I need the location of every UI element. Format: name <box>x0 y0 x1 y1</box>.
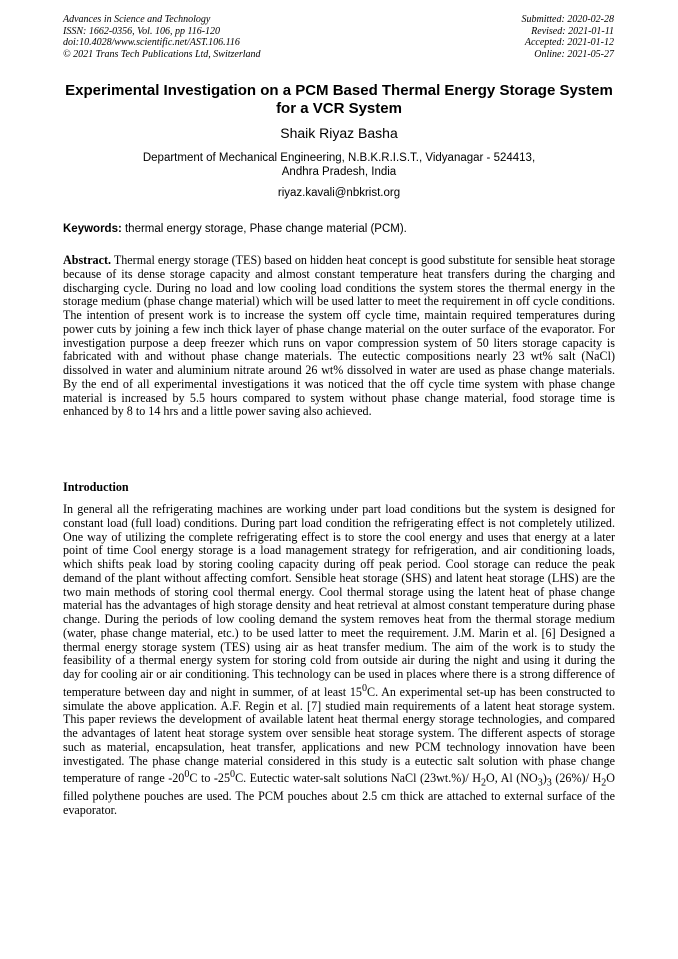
author-name: Shaik Riyaz Basha <box>280 125 398 141</box>
publication-dates <box>522 14 615 60</box>
keywords <box>63 222 615 236</box>
superscript: 0 <box>361 682 367 694</box>
intro-text-1: In general all the refrigerating machines are working under part load conditions but the system is designed for constant load (full load) conditions. During part load condition the refrigerating effect is not completely utilized. One way of utilizing the complete refrigerating effect is to store the cool energy and uses that energy at a later point of time Cool energy storage is a load management strategy for refrigeration, and air conditioning loads, which shifts peak load by storing cooling capacity during off peak period. Cool storage can reduce the peak demand of the plant without affecting comfort. Sensible heat storage (SHS) and latent heat storage (LHS) are the two main methods of storing cool thermal energy. Cool thermal storage using the latent heat of phase change material has the advantages of high storage density and heat retrieval at almost constant temperature during phase change. During the periods of low cooling demand the system removes heat from the thermal storage medium (water, phase change material, etc.) to be used latter to meet the requirement. J.M. Marin et al. [6] Designed a thermal energy storage system (TES) using air as heat transfer medium. The aim of the work is to study the feasibility of a thermal energy system for storing cold from outside air during the night and using it during the day for cooling air or air conditioning. This technology can be used in places where there is a strong difference of temperature between day and night in summer, of at least 15 <box>63 502 615 699</box>
introduction-heading: Introduction <box>63 480 129 494</box>
intro-text-5: O, Al (NO <box>486 771 538 786</box>
author-email[interactable]: riyaz.kavali@nbkrist.org <box>277 187 401 199</box>
journal-doi[interactable]: doi:10.4028/www.scientific.net/AST.106.116 <box>63 37 240 48</box>
intro-text-3: C to -25 <box>189 771 231 786</box>
affiliation-line-2: Andhra Pradesh, India <box>281 166 397 178</box>
subscript: 3 <box>537 777 543 789</box>
keywords-label: Keywords: <box>63 223 122 235</box>
paper-title: Experimental Investigation on a PCM Based Thermal Energy Storage System for a VCR System <box>65 82 613 117</box>
date-revised: Revised: 2021-01-11 <box>531 25 614 37</box>
date-accepted: Accepted: 2021-01-12 <box>524 37 614 48</box>
journal-info <box>63 14 261 60</box>
author-affiliation <box>100 151 578 179</box>
intro-text-8: O filled polythene pouches are used. The PCM pouches about 2.5 cm thick are attached to external surface of the evaporator. <box>63 771 615 818</box>
superscript: 0 <box>184 769 190 781</box>
date-online: Online: 2021-05-27 <box>534 48 614 60</box>
intro-text-2: C. An experimental set-up has been constructed to simulate the above application. A.F. Regin et al. [7] studied main requirements of a latent heat storage system. This paper reviews the development of available latent heat thermal energy storage technologies, and compared the advantages of latent heat storage system over sensible heat storage system. The different aspects of storage such as material, encapsulation, heat transfer, applications and new PCM technology innovation have been investigated. The phase change material considered in this study is a eutectic salt solution with phase change temperature of range -20 <box>63 684 615 786</box>
keywords-text: thermal energy storage, Phase change material (PCM). <box>121 223 407 235</box>
superscript: 0 <box>230 769 236 781</box>
abstract <box>63 254 615 419</box>
subscript: 2 <box>601 777 607 789</box>
intro-text-7: (26%)/ H <box>551 771 602 786</box>
subscript: 2 <box>480 777 486 789</box>
abstract-label: Abstract. <box>63 253 112 267</box>
intro-text-4: C. Eutectic water-salt solutions NaCl (23wt.%)/ H <box>235 771 481 786</box>
intro-text-6: ) <box>542 771 547 786</box>
abstract-text: Thermal energy storage (TES) based on hidden heat concept is good substitute for sensible heat storage because of its dense storage capacity and almost constant temperature heat transfers during the charging and discharging cycle. During no load and low cooling load conditions the system stores the thermal energy in the storage medium (phase change material) which will be used latter to meet the requirement in off cycle conditions. The intention of present work is to increase the system off cycle time, maintain required temperatures during power cuts by joining a few inch thick layer of phase change material on the outer surface of the evaporator. For investigation purpose a deep freezer which runs on vapor compression system of 50 liters storage capacity is fabricated with and without phase change materials. The eutectic compositions nearly 23 wt% salt (NaCl) dissolved in water and aluminium nitrate around 26 wt% dissolved in water are used as phase change materials. By the end of all experimental investigations it was noticed that the off cycle time system with phase change material is increased by 5.5 hours compared to system without phase change material, food storage time is enhanced by 8 to 14 hrs and a little power saving also achieved. <box>63 253 615 419</box>
journal-name: Advances in Science and Technology <box>63 14 211 25</box>
journal-issn: ISSN: 1662-0356, Vol. 106, pp 116-120 <box>63 25 221 37</box>
journal-copyright: © 2021 Trans Tech Publications Ltd, Switzerland <box>63 48 261 60</box>
date-submitted: Submitted: 2020-02-28 <box>521 14 614 25</box>
subscript: 3 <box>546 777 552 789</box>
affiliation-line-1: Department of Mechanical Engineering, N.B.K.R.I.S.T., Vidyanagar - 524413, <box>142 152 536 164</box>
introduction-body <box>63 503 615 818</box>
